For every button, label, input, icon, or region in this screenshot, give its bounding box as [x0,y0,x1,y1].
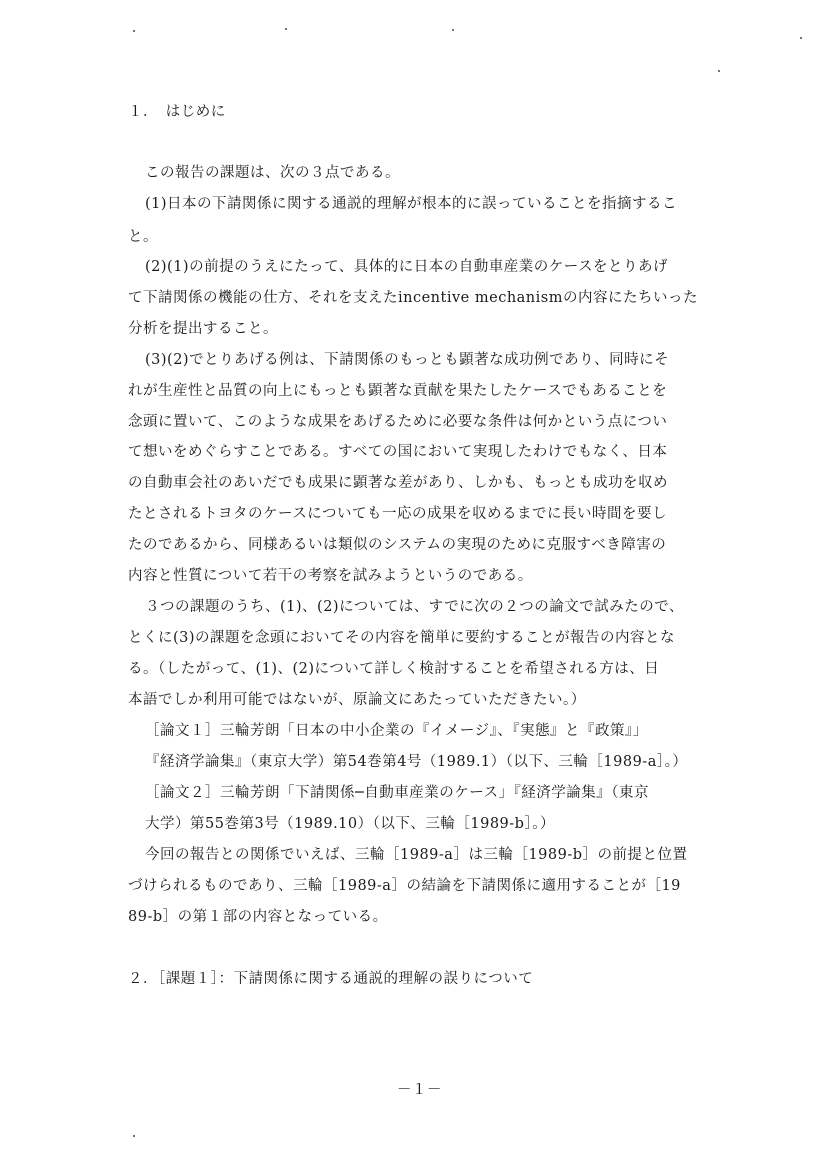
paragraph-line: 内容と性質について若干の考察を試みようというのである。 [128,568,533,584]
paragraph-line: の自動車会社のあいだでも成果に顕著な差があり、しかも、もっとも成功を収め [128,475,668,491]
paragraph-line: 今回の報告との関係でいえば、三輪［1989-a］は三輪［1989-b］の前提と位置 [145,847,688,863]
paragraph-line: る。（したがって、(1)、(2)について詳しく検討することを希望される方は、日 [128,661,660,677]
paragraph-line: たとされるトヨタのケースについても一応の成果を収めるまでに長い時間を要し [128,506,667,522]
reference-line: ［論文１］三輪芳朗「日本の中小企業の『イメージ』、『実態』と『政策』」 [145,723,648,739]
paragraph-line: て想いをめぐらすことである。すべての国において実現したわけでもなく、日本 [128,444,668,460]
page-number: －１－ [397,1082,442,1098]
scan-speck [800,37,802,39]
section-heading-1: １． はじめに [128,104,226,120]
paragraph-line: 89-b］の第１部の内容となっている。 [128,909,388,925]
reference-line: 大学）第55巻第3号（1989.10）（以下、三輪［1989-b］。） [145,816,555,832]
paragraph-line: (1)日本の下請関係に関する通説的理解が根本的に誤っていることを指摘するこ [145,196,678,212]
paragraph-line: ３つの課題のうち、(1)、(2)については、すでに次の２つの論文で試みたので、 [145,599,684,615]
section-heading-2: ２．［課題１］：下請関係に関する通説的理解の誤りについて [128,971,534,987]
paragraph-line: 念頭に置いて、このような成果をあげるために必要な条件は何かという点につい [128,414,668,430]
paragraph-line: 分析を提出すること。 [128,321,278,337]
paragraph-line: たのであるから、同様あるいは類似のシステムの実現のために克服すべき障害の [128,537,667,553]
paragraph-line: (2)(1)の前提のうえにたって、具体的に日本の自動車産業のケースをとりあげ [145,259,669,275]
scan-speck [452,29,454,31]
paragraph-line: この報告の課題は、次の３点である。 [145,165,400,181]
paragraph-line: れが生産性と品質の向上にもっとも顕著な貢献を果たしたケースでもあることを [128,383,668,399]
scan-speck [718,70,720,72]
paragraph-line: と。 [128,229,158,245]
paragraph-line: とくに(3)の課題を念頭においてその内容を簡単に要約することが報告の内容とな [128,630,676,646]
scan-speck [133,30,135,32]
paragraph-line: 本語でしか利用可能ではないが、原論文にあたっていただきたい。） [128,692,586,708]
reference-line: ［論文２］三輪芳朗「下請関係─自動車産業のケース」『経済学論集』（東京 [145,785,650,801]
reference-line: 『経済学論集』（東京大学）第54巻第4号（1989.1）（以下、三輪［1989-a］。） [145,754,688,770]
paragraph-line: (3)(2)でとりあげる例は、下請関係のもっとも顕著な成功例であり、同時にそ [145,352,670,368]
paragraph-line: て下請関係の機能の仕方、それを支えたincentive mechanismの内容にたちいった [128,290,698,306]
scan-speck [285,28,287,30]
paragraph-line: づけられるものであり、三輪［1989-a］の結論を下請関係に適用することが［19 [128,878,681,894]
scan-speck [133,1135,135,1137]
